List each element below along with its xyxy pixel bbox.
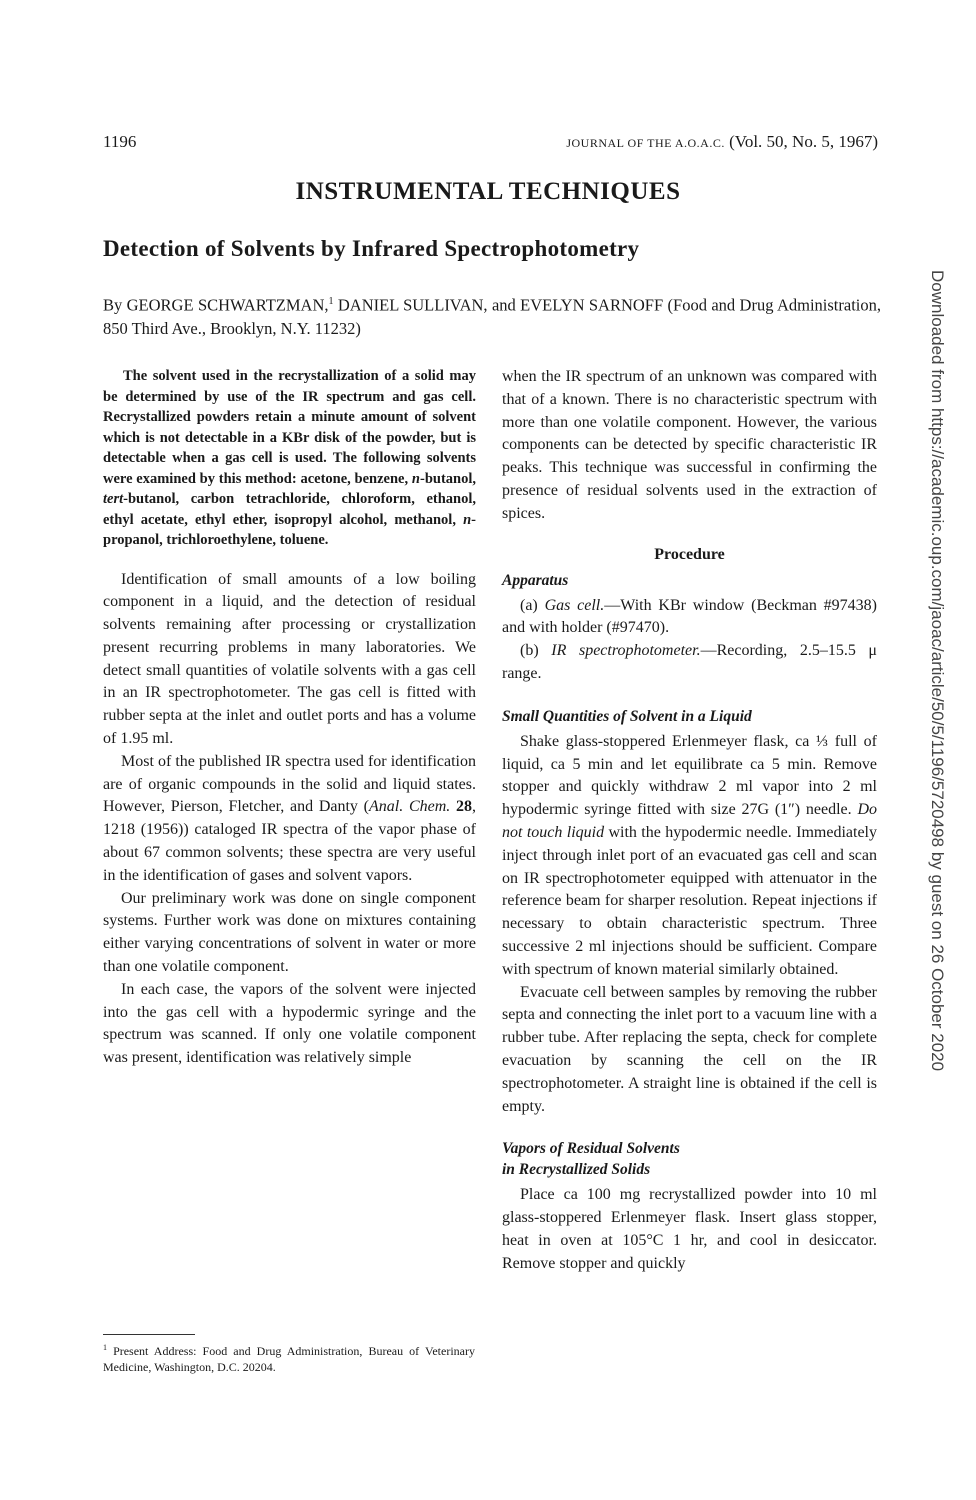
abstract-italic-1: n — [411, 470, 420, 487]
footnote-divider — [103, 1334, 195, 1335]
abstract-text-1: The solvent used in the recrystallization of a solid may be determined by use of the IR spectrum and gas cell. Recrystallized powders retain a minute amount of solvent which is not detectable in a KBr disk of the powder, but is detectable when a gas cell is used. The following solvents were examined by this method: acetone, benzene, — [103, 368, 476, 487]
author-byline — [103, 290, 881, 340]
shake-italic: Do not touch liquid — [502, 801, 877, 841]
method-paragraph: In each case, the vapors of the solvent were injected into the gas cell with a hypodermic syringe and the spectrum was scanned. If only one volatile component was present, identification was relatively simple — [103, 980, 476, 1067]
journal-name: JOURNAL OF THE A.O.A.C. — [566, 136, 725, 150]
footnote-text: Present Address: Food and Drug Administration, Bureau of Veterinary Medicine, Washington, D.C. 20204. — [103, 1344, 475, 1374]
abstract — [103, 366, 476, 551]
abstract-text-4: -propanol, trichloroethylene, toluene. — [103, 511, 476, 548]
footnote-number: 1 — [103, 1343, 107, 1352]
journal-citation-volume: 28 — [456, 798, 472, 816]
place-paragraph: Place ca 100 mg recrystallized powder into 10 ml glass-stoppered Erlenmeyer flask. Insert glass stopper, heat in oven at 105°C 1 hr, and cool in desiccator. Remove stopper and quickly — [502, 1186, 877, 1272]
abstract-italic-3: n — [463, 511, 472, 528]
download-watermark: Downloaded from https://academic.oup.com/jaoac/article/50/5/1196/5720498 by guest on 26 October 2020 — [928, 270, 947, 1072]
item-b-label: (b) — [520, 642, 552, 660]
preliminary-paragraph: Our preliminary work was done on single component systems. Further work was done on mixtures containing either varying concentrations of solvent in water or more than one volatile component. — [103, 889, 476, 976]
item-b-text: —Recording, 2.5–15.5 μ range. — [502, 642, 877, 682]
article-title: Detection of Solvents by Infrared Spectrophotometry — [103, 236, 640, 261]
section-heading: INSTRUMENTAL TECHNIQUES — [295, 178, 681, 205]
apparatus-item-a — [502, 595, 877, 641]
continued-paragraph: when the IR spectrum of an unknown was compared with that of a known. There is no characteristic spectrum with more than one volatile component. However, the various components can be detected by specific characteristic IR peaks. This technique was successful in confirming the presence of residual solvents used in the extraction of spices. — [502, 368, 877, 522]
apparatus-heading: Apparatus — [502, 571, 569, 589]
journal-citation-name: Anal. Chem. — [368, 798, 451, 816]
shake-paragraph — [502, 731, 877, 982]
byline-first-author: By GEORGE SCHWARTZMAN, — [103, 295, 329, 315]
footnote — [103, 1340, 475, 1375]
left-column — [103, 366, 476, 1070]
running-head — [103, 132, 878, 156]
item-a-label: (a) — [520, 596, 545, 614]
abstract-text-3: -butanol, carbon tetrachloride, chloroform, ethanol, ethyl acetate, ethyl ether, isopropyl alcohol, methanol, — [103, 491, 476, 528]
literature-text-b: , 1218 (1956)) cataloged IR spectra of the vapor phase of about 67 common solvents; these spectra are very useful in the identification of gases and solvent vapors. — [103, 798, 476, 884]
journal-volume: (Vol. 50, No. 5, 1967) — [729, 132, 878, 151]
footnote-marker: 1 — [328, 296, 334, 307]
journal-citation — [566, 132, 878, 152]
page-number: 1196 — [103, 132, 137, 151]
intro-paragraph: Identification of small amounts of a low boiling component in a liquid, and the detection of residual solvents remaining after processing or crystallization present recurring problems in many laboratories. We detect small quantities of volatile solvents with a gas cell in an IR spectrophotometer. The gas cell is fitted with rubber septa at the inlet and outlet ports and has a volume of 1.95 ml. — [103, 570, 476, 748]
byline-rest: DANIEL SULLIVAN, and EVELYN SARNOFF (Food and Drug Administration, 850 Third Ave., Brooklyn, N.Y. 11232) — [103, 295, 881, 338]
abstract-italic-2: tert — [103, 491, 124, 507]
item-a-name: Gas cell. — [544, 596, 605, 614]
procedure-heading: Procedure — [654, 545, 725, 563]
vapors-heading-line-2: in Recrystallized Solids — [502, 1161, 651, 1179]
small-quantities-heading: Small Quantities of Solvent in a Liquid — [502, 707, 752, 725]
apparatus-item-b — [502, 640, 877, 686]
abstract-text-2: -butanol, — [419, 470, 476, 487]
vapors-heading-line-1: Vapors of Residual Solvents — [502, 1140, 680, 1158]
item-a-text: —With KBr window (Beckman #97438) and with holder (#97470). — [502, 596, 877, 637]
evacuate-paragraph: Evacuate cell between samples by removing the rubber septa and connecting the inlet port to a vacuum line with a rubber tube. After replacing the septa, check for complete evacuation by scanning the cell on the IR spectrophotometer. A straight line is obtained if the cell is empty. — [502, 983, 877, 1115]
shake-text-b: with the hypodermic needle. Immediately inject through inlet port of an evacuated gas cell and scan on IR spectrophotometer equipped with attenuator in the reference beam for sharper resolution. Repeat injections if necessary to obtain characteristic spectrum. Three successive 2 ml injections should be sufficient. Compare with spectrum of known material similarly obtained. — [502, 823, 878, 978]
literature-text-a: Most of the published IR spectra used for identification are of organic compounds in the solid and liquid states. However, Pierson, Fletcher, and Danty ( — [103, 752, 476, 816]
left-body — [103, 569, 476, 1071]
literature-paragraph — [103, 751, 476, 888]
item-b-name: IR spectrophotometer. — [551, 642, 701, 660]
vapors-heading — [502, 1138, 877, 1180]
right-column — [502, 366, 877, 1276]
shake-text-a: Shake glass-stoppered Erlenmeyer flask, ca ⅓ full of liquid, ca 5 min and let equilibrate ca 5 min. Remove stopper and quickly withdraw 2 ml vapor into 2 ml hypodermic syringe fitted with size 27G (1″) needle. — [502, 732, 877, 819]
